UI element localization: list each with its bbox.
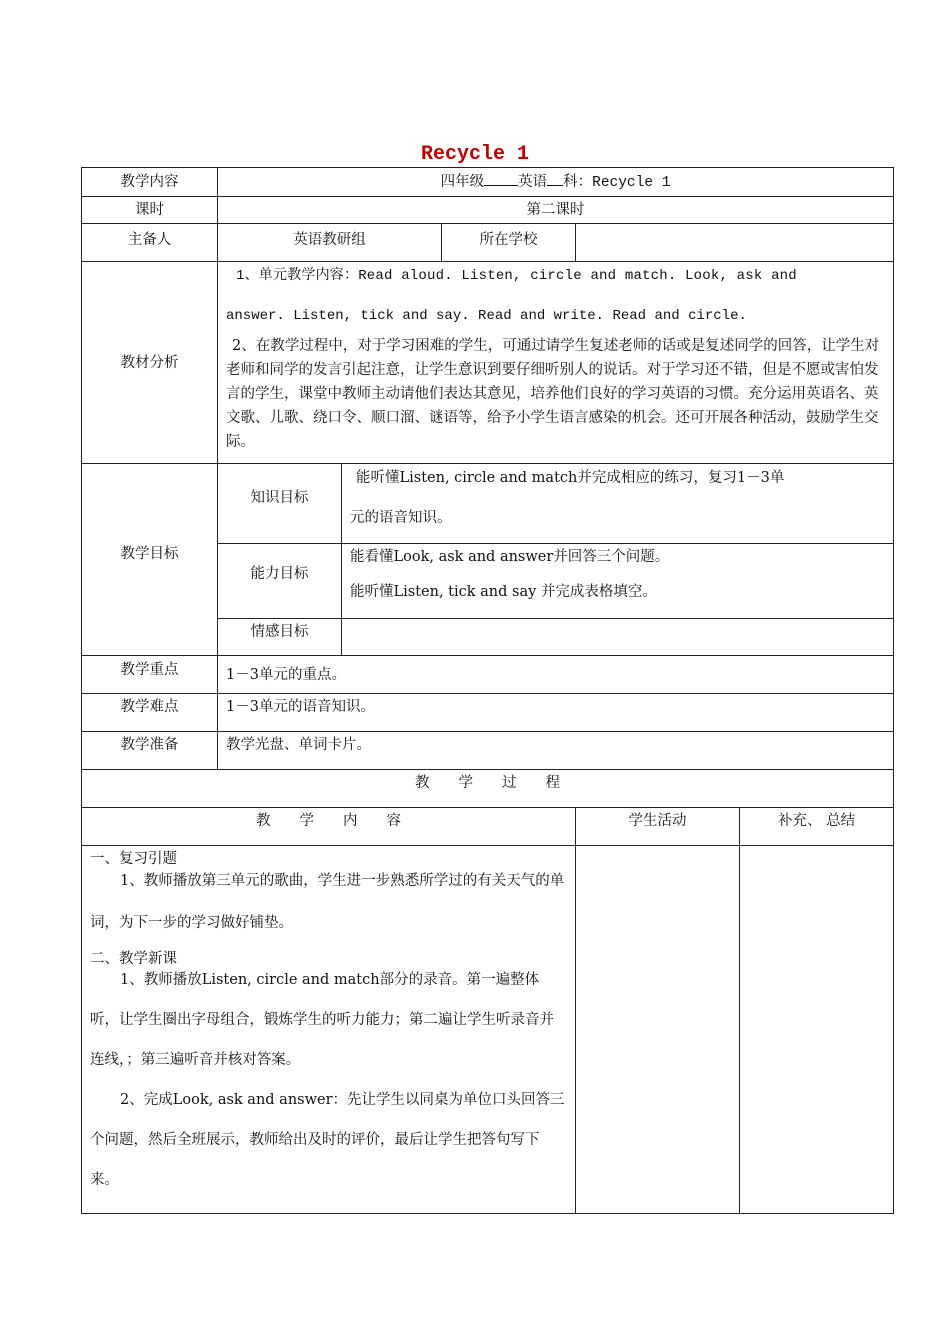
- row-key-points: [82, 656, 894, 694]
- document-title: Recycle 1: [420, 143, 530, 166]
- row-teaching-content: [82, 168, 894, 197]
- row-preparer: [82, 224, 894, 262]
- row-knowledge-objective: [82, 464, 894, 544]
- analysis-p2: 2、在教学过程中，对于学习困难的学生，可通过请学生复述老师的话或是复述同学的回答，让学生对老师和同学的发言引起注意，让学生意识到要仔细听别人的说话。对于学习还不错，但是不愿或害怕发言的学生，课堂中教师主动请他们表达其意见，培养他们良好的学习英语的习惯。充分运用英语名、英文歌、儿歌、绕口令、顺口溜、谜语等，给予小学生语言感染的机会。还可开展各种活动，鼓励学生交际。: [226, 338, 880, 450]
- teaching-content-value: [218, 168, 894, 197]
- col-header-content: 教 学 内 容: [82, 808, 576, 846]
- row-difficulties: [82, 694, 894, 732]
- label-preparation: 教学准备: [82, 732, 218, 770]
- grade-underline: [484, 185, 518, 186]
- label-school: 所在学校: [442, 224, 576, 262]
- label-preparer: 主备人: [82, 224, 218, 262]
- knowledge-line2: 元的语音知识。: [350, 510, 452, 526]
- subject-suffix: 科：Recycle 1: [563, 174, 671, 191]
- subject-underline: [547, 185, 563, 186]
- section2-p2: 2、完成Look, ask and answer：先让学生以同桌为单位口头回答三个问题，然后全班展示，教师给出及时的评价，最后让学生把答句写下来。: [90, 1092, 565, 1188]
- school-value: [576, 224, 894, 262]
- ability-line1: 能看懂Look, ask and answer并回答三个问题。: [350, 549, 670, 565]
- row-process-body: [82, 846, 894, 1214]
- knowledge-objective-text: [342, 464, 894, 544]
- row-process-header: [82, 770, 894, 808]
- period-value: 第二课时: [218, 197, 894, 224]
- label-difficulties: 教学难点: [82, 694, 218, 732]
- emotion-objective-text: [342, 619, 894, 656]
- section1-title: 一、复习引题: [90, 851, 177, 867]
- process-header: 教 学 过 程: [82, 770, 894, 808]
- label-objectives: 教学目标: [82, 464, 218, 656]
- label-material-analysis: 教材分析: [82, 262, 218, 464]
- col-header-activity: 学生活动: [576, 808, 740, 846]
- row-material-analysis: [82, 262, 894, 464]
- label-ability-objective: 能力目标: [218, 544, 342, 619]
- knowledge-line1: 能听懂Listen, circle and match并完成相应的练习，复习1－3单: [356, 470, 785, 486]
- row-process-columns: [82, 808, 894, 846]
- lesson-plan-table: [81, 167, 894, 1214]
- label-teaching-content: 教学内容: [82, 168, 218, 197]
- process-content: [82, 846, 576, 1214]
- section2-p1: 1、教师播放Listen, circle and match部分的录音。第一遍整体听，让学生圈出字母组合，锻炼学生的听力能力；第二遍让学生听录音并连线，；第三遍听音并核对答案。: [90, 972, 554, 1068]
- label-knowledge-objective: 知识目标: [218, 464, 342, 544]
- difficulties-text: 1－3单元的语音知识。: [218, 694, 894, 732]
- ability-line2: 能听懂Listen, tick and say 并完成表格填空。: [350, 584, 657, 600]
- grade-text: 四年级: [440, 173, 485, 190]
- preparer-value: 英语教研组: [218, 224, 442, 262]
- analysis-p1-line2: answer. Listen, tick and say. Read and write. Read and circle.: [226, 308, 747, 324]
- analysis-p1-line1: 1、单元教学内容：Read aloud. Listen, circle and match. Look, ask and: [236, 268, 797, 284]
- ability-objective-text: [342, 544, 894, 619]
- row-period: [82, 197, 894, 224]
- section1-p1: 1、教师播放第三单元的歌曲，学生进一步熟悉所学过的有关天气的单词，为下一步的学习做好铺垫。: [90, 873, 565, 931]
- label-key-points: 教学重点: [82, 656, 218, 694]
- student-activity-cell: [576, 846, 740, 1214]
- row-preparation: [82, 732, 894, 770]
- preparation-text: 教学光盘、单词卡片。: [218, 732, 894, 770]
- section2-title: 二、教学新课: [90, 951, 177, 967]
- label-emotion-objective: 情感目标: [218, 619, 342, 656]
- summary-cell: [740, 846, 894, 1214]
- material-analysis-text: [218, 262, 894, 464]
- subject-text: 英语: [518, 173, 548, 190]
- key-points-text: 1－3单元的重点。: [218, 656, 894, 694]
- col-header-summary: 补充、 总结: [740, 808, 894, 846]
- label-period: 课时: [82, 197, 218, 224]
